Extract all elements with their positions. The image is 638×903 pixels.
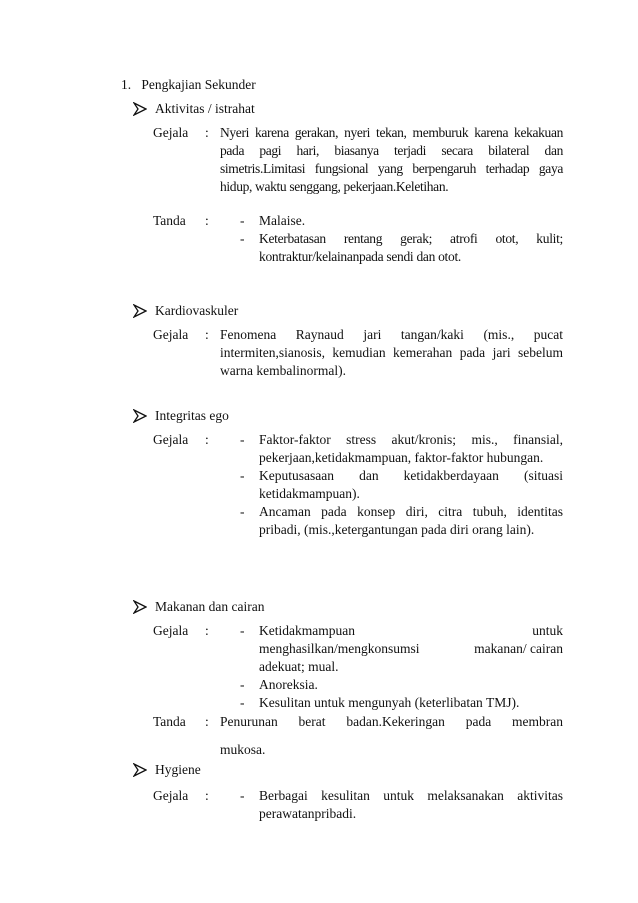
gejala-list: [240, 787, 563, 823]
arrow-bullet-icon: [133, 600, 147, 614]
list-item: - Ketidakmampuan untuk menghasilkan/mengkonsumsi makanan/ cairan adekuat; mual.: [240, 622, 563, 676]
section-title: Makanan dan cairan: [133, 598, 563, 616]
tanda-row: Tanda : Penurunan berat badan.Kekeringan pada membran mukosa.: [153, 714, 563, 757]
tanda-list: [240, 212, 563, 266]
section-title: Hygiene: [133, 761, 563, 779]
list-item: - Keterbatasan rentang gerak; atrofi otot, kulit; kontraktur/kelainanpada sendi dan otot.: [240, 230, 563, 266]
arrow-bullet-icon: [133, 304, 147, 318]
list-item: - Anoreksia.: [240, 676, 563, 694]
section-aktivitas: [133, 100, 563, 266]
gejala-text: Fenomena Raynaud jari tangan/kaki (mis., pucat intermiten,sianosis, kemudian kemerahan pada jari sebelum warna kembalinormal).: [220, 327, 563, 378]
gejala-row: Gejala : - Faktor-faktor stress akut/kronis; mis., finansial, pekerjaan,ketidakmampuan, faktor-faktor hubungan. - Keputusasaan dan ketidakberdayaan (situasi ketidakmampuan). - Ancaman pada konsep diri, citra tubuh, identitas pribadi, (mis.,ketergantungan pada diri orang lain).: [153, 431, 563, 539]
gejala-row: Gejala : - Berbagai kesulitan untuk melaksanakan aktivitas perawatanpribadi.: [153, 787, 563, 823]
tanda-text: Penurunan berat badan.Kekeringan pada membran mukosa.: [220, 714, 563, 757]
gejala-row: Gejala : Nyeri karena gerakan, nyeri tekan, memburuk karena kekakuan pada pagi hari, biasanya terjadi secara bilateral dan simetris.Limitasi fungsional yang berpengaruh terhadap gaya hidup, waktu senggang, pekerjaan.Keletihan.: [153, 125, 563, 194]
list-item: - Ancaman pada konsep diri, citra tubuh, identitas pribadi, (mis.,ketergantungan pada diri orang lain).: [240, 503, 563, 539]
section-heading: [121, 76, 256, 94]
section-hygiene: [133, 761, 563, 823]
tanda-row: Tanda : - Malaise. - Keterbatasan rentang gerak; atrofi otot, kulit; kontraktur/kelainanpada sendi dan otot.: [153, 212, 563, 266]
gejala-row: Gejala : - Ketidakmampuan untuk menghasilkan/mengkonsumsi makanan/ cairan adekuat; mual. - Anoreksia. - Kesulitan untuk mengunyah (keterlibatan TMJ).: [153, 622, 563, 712]
list-item: - Berbagai kesulitan untuk melaksanakan aktivitas perawatanpribadi.: [240, 787, 563, 823]
section-integritas-ego: [133, 407, 563, 539]
list-item: - Faktor-faktor stress akut/kronis; mis., finansial, pekerjaan,ketidakmampuan, faktor-faktor hubungan.: [240, 431, 563, 467]
list-item: - Kesulitan untuk mengunyah (keterlibatan TMJ).: [240, 694, 563, 712]
heading-title: Pengkajian Sekunder: [141, 77, 256, 92]
gejala-list: [240, 622, 563, 712]
gejala-row: Gejala : Fenomena Raynaud jari tangan/kaki (mis., pucat intermiten,sianosis, kemudian kemerahan pada jari sebelum warna kembalinormal).: [153, 327, 563, 378]
section-kardiovaskuler: [133, 302, 563, 380]
gejala-text: Nyeri karena gerakan, nyeri tekan, memburuk karena kekakuan pada pagi hari, biasanya terjadi secara bilateral dan simetris.Limitasi fungsional yang berpengaruh terhadap gaya hidup, waktu senggang, pekerjaan.Keletihan.: [220, 125, 563, 194]
section-title: Integritas ego: [133, 407, 563, 425]
gejala-list: [240, 431, 563, 539]
section-title: Kardiovaskuler: [133, 302, 563, 320]
list-item: - Keputusasaan dan ketidakberdayaan (situasi ketidakmampuan).: [240, 467, 563, 503]
arrow-bullet-icon: [133, 763, 147, 777]
section-title: Aktivitas / istrahat: [133, 100, 563, 118]
list-item: - Malaise.: [240, 212, 563, 230]
arrow-bullet-icon: [133, 409, 147, 423]
heading-number: 1.: [121, 77, 132, 92]
arrow-bullet-icon: [133, 102, 147, 116]
section-makanan-cairan: [133, 598, 563, 759]
